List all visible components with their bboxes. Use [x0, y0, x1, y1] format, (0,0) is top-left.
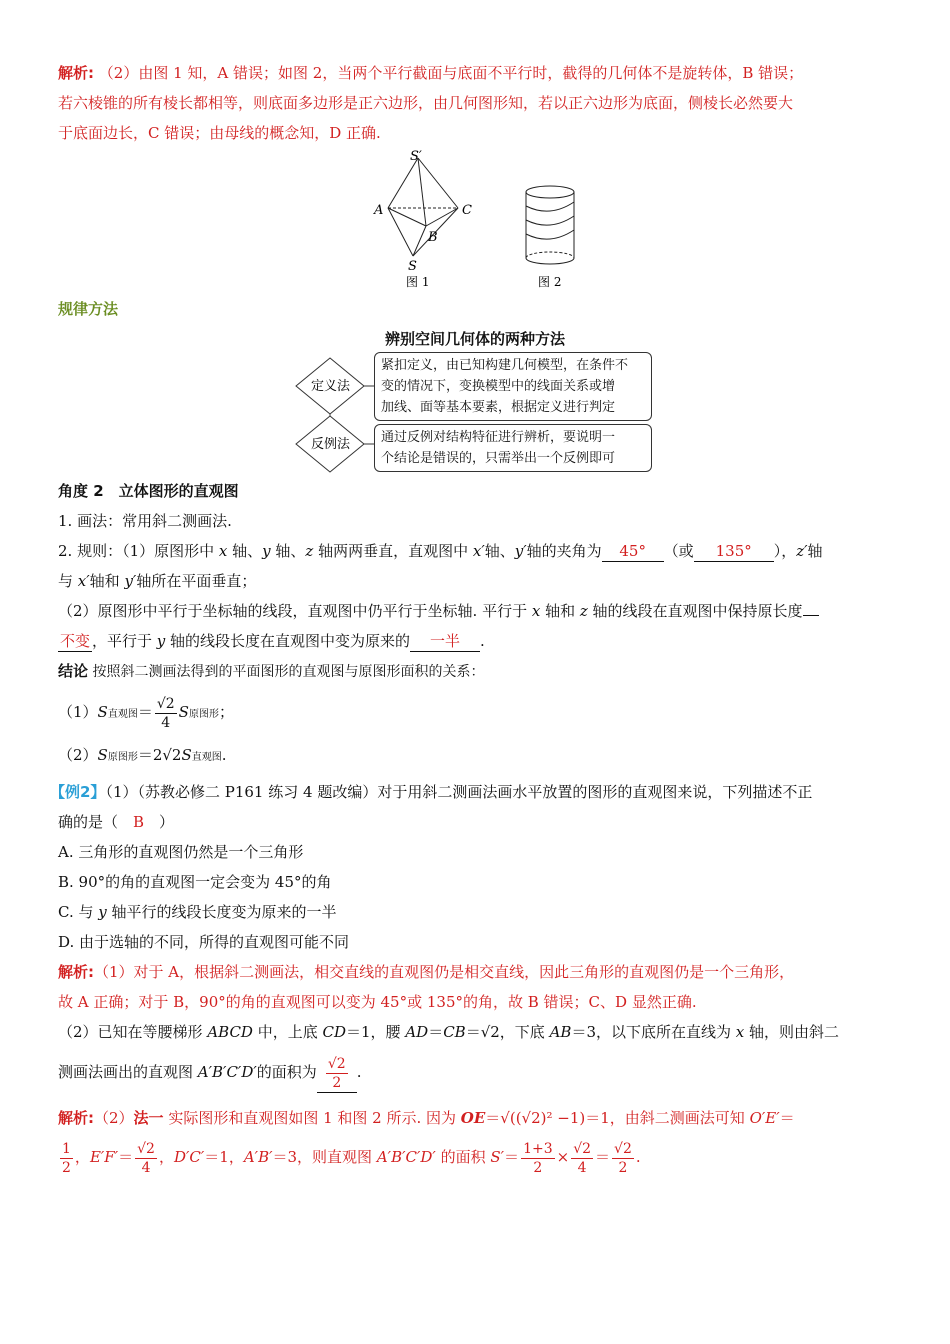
var-s: S	[97, 703, 108, 721]
counterexample-box	[374, 424, 652, 472]
section-3	[526, 230, 574, 239]
method-one-label: 法一	[133, 1109, 164, 1127]
blank-start	[803, 615, 819, 616]
t: 轴、	[270, 542, 306, 560]
var: A′B′C′D′	[376, 1148, 436, 1166]
example2-part2-line-1	[58, 1017, 892, 1047]
var-y: y	[98, 903, 107, 921]
answer-fraction	[326, 1055, 348, 1092]
t: 轴，则由斜二	[744, 1023, 840, 1041]
fraction-result	[612, 1140, 634, 1177]
cylinder-bottom-front	[526, 258, 574, 264]
var-xp: x′	[77, 572, 90, 590]
t: .	[221, 746, 227, 764]
edge-b-c	[426, 208, 458, 226]
frac-num: 1+3	[523, 1140, 553, 1157]
angle2-line-5	[58, 626, 892, 656]
answer-135: 135°	[715, 542, 752, 560]
t: C. 与	[58, 903, 99, 921]
t: 轴、	[484, 542, 515, 560]
figures-svg	[58, 148, 892, 288]
edge-sp-c	[418, 158, 458, 208]
section-2	[526, 216, 574, 225]
answer-b: B	[133, 813, 145, 831]
fraction-sqrt2-over-4	[155, 695, 177, 732]
blank-135	[694, 541, 774, 562]
label-counterexample-method: 反例法	[311, 437, 351, 452]
t: （1）对于 A，根据斜二测画法，相交直线的直观图仍是相交直线，因此三角形的直观图仍是一个三角形，	[94, 963, 795, 981]
solution-text-1: （2）由图 1 知，A 错误；如图 2，当两个平行截面与底面不平行时，截得的几何体不是旋转体，B 错误；	[98, 64, 804, 82]
frac-num: 1	[62, 1140, 71, 1157]
definition-box	[374, 352, 652, 421]
t: ，	[158, 1148, 174, 1166]
section-1	[526, 202, 574, 211]
t: ，	[74, 1148, 90, 1166]
angle2-heading: 角度 2 立体图形的直观图	[58, 482, 239, 500]
blank-45	[602, 541, 664, 562]
figures-area	[58, 148, 892, 288]
answer-blank	[317, 1055, 357, 1093]
frac-num: √2	[327, 1055, 346, 1072]
var: O′E′	[749, 1109, 780, 1127]
angle2-line-3	[58, 566, 892, 596]
example2-part2-line-2	[58, 1047, 892, 1097]
var-zp: z′	[796, 542, 808, 560]
t: 确的是（	[58, 813, 134, 831]
t: 轴和	[540, 602, 580, 620]
frac-den: 4	[161, 714, 171, 731]
t: ＝3，以下底所在直线为	[571, 1023, 736, 1041]
counterexample-text-1: 通过反例对结构特征进行辨析，要说明一	[381, 430, 616, 445]
var-y: y	[262, 542, 271, 560]
answer-45: 45°	[619, 542, 646, 560]
solution-line-3: 于底面边长，C 错误；由母线的概念知，D 正确.	[58, 124, 381, 142]
fig2-caption: 图 2	[538, 275, 562, 288]
label-c: C	[462, 203, 472, 218]
var: CD	[322, 1023, 347, 1041]
t: ＝2√2	[137, 746, 182, 764]
blank-unchanged	[58, 631, 92, 652]
example2-part2-solution-2	[58, 1133, 892, 1181]
t: 轴两两垂直，直观图中	[313, 542, 473, 560]
t: 轴的线段在直观图中保持原长度	[587, 602, 803, 620]
figure-1-bipyramid	[388, 158, 458, 256]
t: ＝	[595, 1148, 611, 1166]
method-title: 辨别空间几何体的两种方法	[384, 330, 565, 348]
example2-solution-1	[58, 957, 892, 987]
option-d: D. 由于选轴的不同，所得的直观图可能不同	[58, 933, 350, 951]
t: （2）原图形中平行于坐标轴的线段，直观图中仍平行于坐标轴. 平行于	[58, 602, 532, 620]
t: （2）	[58, 746, 98, 764]
var-yp: y′	[124, 572, 137, 590]
conclusion-line	[58, 656, 892, 687]
fraction-sqrt2-4b	[571, 1140, 593, 1177]
t: 的面积为	[256, 1063, 317, 1081]
edge-b-s	[413, 226, 426, 256]
t: （或	[663, 542, 694, 560]
example2-line-2	[58, 807, 892, 837]
var-s: S	[97, 746, 108, 764]
sub-direct: 直观图	[191, 752, 222, 763]
document-page	[50, 58, 892, 1181]
var: AD	[405, 1023, 429, 1041]
conclusion-text: 按照斜二测画法得到的平面图形的直观图与原图形面积的关系：	[92, 664, 485, 680]
cylinder-bottom-back	[526, 252, 574, 258]
t: ；	[218, 703, 234, 721]
t: ＝	[504, 1148, 520, 1166]
t: ），	[773, 542, 797, 560]
conclusion-label: 结论	[58, 662, 89, 680]
t: ＝	[118, 1148, 134, 1166]
var-xp: x′	[472, 542, 485, 560]
solution-line-2: 若六棱锥的所有棱长都相等，则底面多边形是正六边形，由几何图形知，若以正六边形为底面，侧棱长必然要大	[58, 94, 794, 112]
angle2-line-4	[58, 596, 892, 626]
angle2-line-1: 1. 画法：常用斜二测画法.	[58, 512, 232, 530]
edge-a-s	[388, 208, 413, 256]
cylinder-top	[526, 186, 574, 198]
option-b: B. 90°的角的直观图一定会变为 45°的角	[58, 873, 332, 891]
fraction-sum	[521, 1140, 555, 1177]
t: 的面积	[435, 1148, 491, 1166]
t: 测画法画出的直观图	[58, 1063, 198, 1081]
t: 中，上底	[252, 1023, 323, 1041]
example2-solution-2: 故 A 正确；对于 B，90°的角的直观图可以变为 45°或 135°的角，故 B 错误；C、D 显然正确.	[58, 993, 697, 1011]
frac-den: 2	[62, 1159, 71, 1176]
edge-a-b	[388, 208, 426, 226]
t: ×	[556, 1148, 570, 1166]
frac-den: 2	[618, 1159, 628, 1176]
t: 与	[58, 572, 78, 590]
var: A′B′C′D′	[197, 1063, 257, 1081]
var-s: S	[181, 746, 192, 764]
question-text-1: （1）（苏教必修二 P161 练习 4 题改编）对于用斜二测画法画水平放置的图形的直观图来说，下列描述不正	[105, 783, 813, 801]
conclusion-formula-2	[58, 740, 892, 773]
t: 轴的线段长度在直观图中变为原来的	[165, 632, 411, 650]
label-s-prime: S′	[410, 149, 422, 164]
var-z: z	[579, 602, 588, 620]
frac-den: 2	[332, 1074, 342, 1091]
fraction-sqrt2-4	[135, 1140, 157, 1177]
frac-num: √2	[573, 1140, 592, 1157]
var-x: x	[531, 602, 541, 620]
solution-label: 解析:	[58, 1109, 94, 1127]
label-a: A	[374, 203, 384, 218]
t: 2. 规则：（1）原图形中	[58, 542, 219, 560]
t: 轴所在平面垂直；	[136, 572, 257, 590]
t: 轴平行的线段长度变为原来的一半	[106, 903, 337, 921]
fraction-half	[60, 1140, 73, 1177]
var: CB	[443, 1023, 466, 1041]
blank-half	[410, 631, 480, 652]
var: D′C′	[173, 1148, 205, 1166]
solution-label: 解析:	[58, 64, 94, 82]
var: OE	[460, 1109, 486, 1127]
t: ＝3，则直观图	[272, 1148, 377, 1166]
sub-orig: 原图形	[107, 752, 138, 763]
counterexample-text-2: 个结论是错误的，只需举出一个反例即可	[381, 451, 616, 466]
solution-line-1	[58, 58, 892, 88]
var-x: x	[735, 1023, 745, 1041]
method-diagram	[58, 354, 892, 474]
t: （2）已知在等腰梯形	[58, 1023, 208, 1041]
label-s: S	[408, 259, 417, 274]
definition-text-1: 紧扣定义，由已知构建几何模型，在条件不	[381, 358, 629, 373]
t: ＝	[779, 1109, 795, 1127]
var: A′B′	[243, 1148, 273, 1166]
conclusion-formula-1	[58, 689, 892, 738]
var: E′F′	[89, 1148, 119, 1166]
t: .	[635, 1148, 641, 1166]
definition-text-3: 加线、面等基本要素，根据定义进行判定	[381, 400, 616, 415]
example2-line-1	[50, 777, 892, 807]
var-z: z	[305, 542, 314, 560]
t: （2）	[94, 1109, 134, 1127]
option-a: A. 三角形的直观图仍然是一个三角形	[58, 843, 304, 861]
t: ）	[144, 813, 175, 831]
solution-label: 解析:	[58, 963, 94, 981]
t: 轴	[807, 542, 823, 560]
example-tag: 【例2】	[50, 783, 106, 801]
sub-orig: 原图形	[188, 709, 219, 720]
definition-text-2: 变的情况下，变换模型中的线面关系或增	[381, 379, 616, 394]
t: ，平行于	[92, 632, 157, 650]
var: ABCD	[207, 1023, 253, 1041]
sub-direct: 直观图	[107, 709, 138, 720]
edge-sp-b	[418, 158, 426, 226]
t: .	[480, 632, 485, 650]
var-y: y	[156, 632, 166, 650]
t: ＝1，	[204, 1148, 244, 1166]
frac-num: √2	[156, 695, 175, 712]
frac-den: 4	[577, 1159, 587, 1176]
frac-num: √2	[137, 1140, 155, 1157]
t: ＝1，腰	[346, 1023, 406, 1041]
t: 轴、	[227, 542, 263, 560]
var: S′	[490, 1148, 505, 1166]
example2-part2-solution-1	[58, 1103, 892, 1133]
label-b: B	[428, 230, 438, 245]
figure-2-cylinder	[526, 186, 574, 264]
method-heading: 规律方法	[58, 300, 119, 318]
t: .	[356, 1063, 362, 1081]
label-definition-method: 定义法	[311, 379, 351, 394]
option-c	[58, 897, 892, 927]
frac-num: √2	[614, 1140, 632, 1157]
edge-sp-a	[388, 158, 418, 208]
var-x: x	[218, 542, 228, 560]
t: ＝	[428, 1023, 444, 1041]
t: 实际图形和直观图如图 1 和图 2 所示. 因为	[163, 1109, 461, 1127]
t: （1）	[58, 703, 98, 721]
var-s: S	[178, 703, 189, 721]
frac-den: 2	[533, 1159, 543, 1176]
t: ＝	[137, 703, 153, 721]
t: 轴的夹角为	[526, 542, 602, 560]
answer-half: 一半	[430, 632, 461, 650]
t: ＝√2，下底	[465, 1023, 550, 1041]
angle2-line-2	[58, 536, 892, 566]
t: ＝√((√2)² −1)＝1，由斜二测画法可知	[485, 1109, 750, 1127]
t: 轴和	[89, 572, 125, 590]
answer-unchanged: 不变	[59, 632, 90, 650]
var: AB	[549, 1023, 572, 1041]
fig1-caption: 图 1	[406, 275, 430, 288]
var-yp: y′	[514, 542, 527, 560]
frac-den: 4	[141, 1159, 151, 1176]
